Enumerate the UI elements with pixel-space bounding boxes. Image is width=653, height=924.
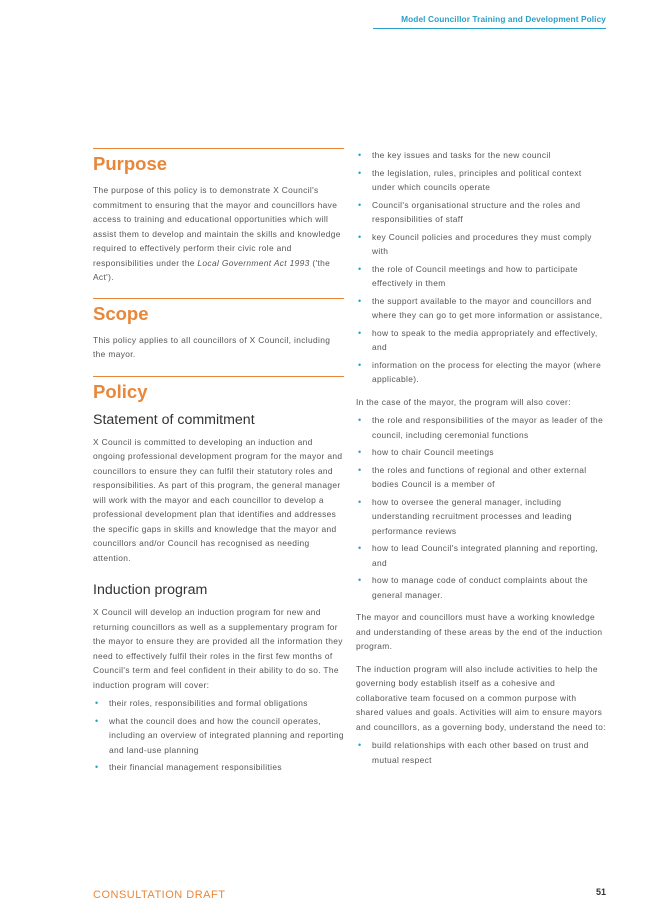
act-title: Local Government Act 1993 <box>197 257 310 268</box>
statement-heading: Statement of commitment <box>93 411 255 428</box>
mayor-intro: In the case of the mayor, the program will also cover: <box>356 396 571 407</box>
induction-heading: Induction program <box>93 582 208 598</box>
section-divider <box>93 298 344 299</box>
induction-cover-list <box>93 696 344 775</box>
list-item: • Council's organisational structure and the roles and responsibilities of staff <box>356 198 606 227</box>
purpose-heading: Purpose <box>93 153 168 174</box>
induction-text: X Council will develop an induction program for new and returning councillors as well as a supplementary program for the mayor to ensure they are provided all the information they need to effectively fulfil their roles in the first few months of Council's term and feel confident in their ability to do so. The induction program will cover: <box>93 607 343 690</box>
list-item: • information on the process for electing the mayor (where applicable). <box>356 358 606 387</box>
scope-text: This policy applies to all councillors of X Council, including the mayor. <box>93 334 331 359</box>
statement-text: X Council is committed to developing an induction and ongoing professional development program for the mayor and councillors to ensure they can fulfil their statutory roles and responsibilities. As part of this program, the general manager will work with the mayor and each councillor to develop a professional development plan that identifies and addresses the specific gaps in skills and knowledge that the mayor and councillors and/or Council has recognised as needing attention. <box>93 436 343 563</box>
list-item: • their roles, responsibilities and formal obligations <box>93 696 344 711</box>
purpose-text-main: The purpose of this policy is to demonstrate X Council's commitment to ensuring that the mayor and councillors have access to training and educational opportunities which will assist them to develop and maintain the skills and knowledge required to effectively perform their civic role and responsibilities under the <box>93 185 341 268</box>
scope-heading: Scope <box>93 302 149 324</box>
page-number: 51 <box>595 887 606 897</box>
list-item: • the role and responsibilities of the mayor as leader of the council, including ceremonial functions <box>356 413 606 442</box>
purpose-text-end: ('the Act'). <box>93 257 331 282</box>
list-item: • the support available to the mayor and councillors and where they can go to get more information or assistance, <box>356 294 606 323</box>
list-item: • how to oversee the general manager, including understanding recruitment processes and leading performance reviews <box>356 495 606 539</box>
need-list <box>356 738 606 767</box>
header-rule <box>373 28 606 29</box>
section-divider <box>93 148 344 149</box>
list-item: • the legislation, rules, principles and political context under which councils operate <box>356 166 606 195</box>
consultation-draft-label: CONSULTATION DRAFT <box>93 889 226 901</box>
list-item: • how to speak to the media appropriately and effectively, and <box>356 326 606 355</box>
list-item: • how to lead Council's integrated planning and reporting, and <box>356 541 606 570</box>
list-item: • how to chair Council meetings <box>356 445 606 460</box>
activities-text: The induction program will also include activities to help the governing body establish itself as a cohesive and collaborative team focused on a common purpose with shared values and goals. Activities will aim to ensure mayors and councillors, as a governing body, understand the need to: <box>356 663 606 732</box>
running-title: Model Councillor Training and Development Policy <box>401 14 606 24</box>
list-item: • their financial management responsibilities <box>93 760 344 775</box>
left-column <box>93 148 344 783</box>
list-item: • the key issues and tasks for the new council <box>356 148 606 163</box>
list-item: • how to manage code of conduct complaints about the general manager. <box>356 573 606 602</box>
list-item: • what the council does and how the council operates, including an overview of integrated planning and reporting and land-use planning <box>93 714 344 758</box>
purpose-text <box>93 183 344 285</box>
list-item: • key Council policies and procedures they must comply with <box>356 230 606 259</box>
list-item: • the roles and functions of regional and other external bodies Council is a member of <box>356 463 606 492</box>
knowledge-text: The mayor and councillors must have a working knowledge and understanding of these areas by the end of the induction program. <box>356 612 603 651</box>
induction-cover-list-continued <box>356 148 606 387</box>
list-item: • the role of Council meetings and how to participate effectively in them <box>356 262 606 291</box>
list-item: • build relationships with each other based on trust and mutual respect <box>356 738 606 767</box>
policy-heading: Policy <box>93 380 148 402</box>
section-divider <box>93 376 344 377</box>
right-column <box>356 148 606 775</box>
mayor-list <box>356 413 606 602</box>
